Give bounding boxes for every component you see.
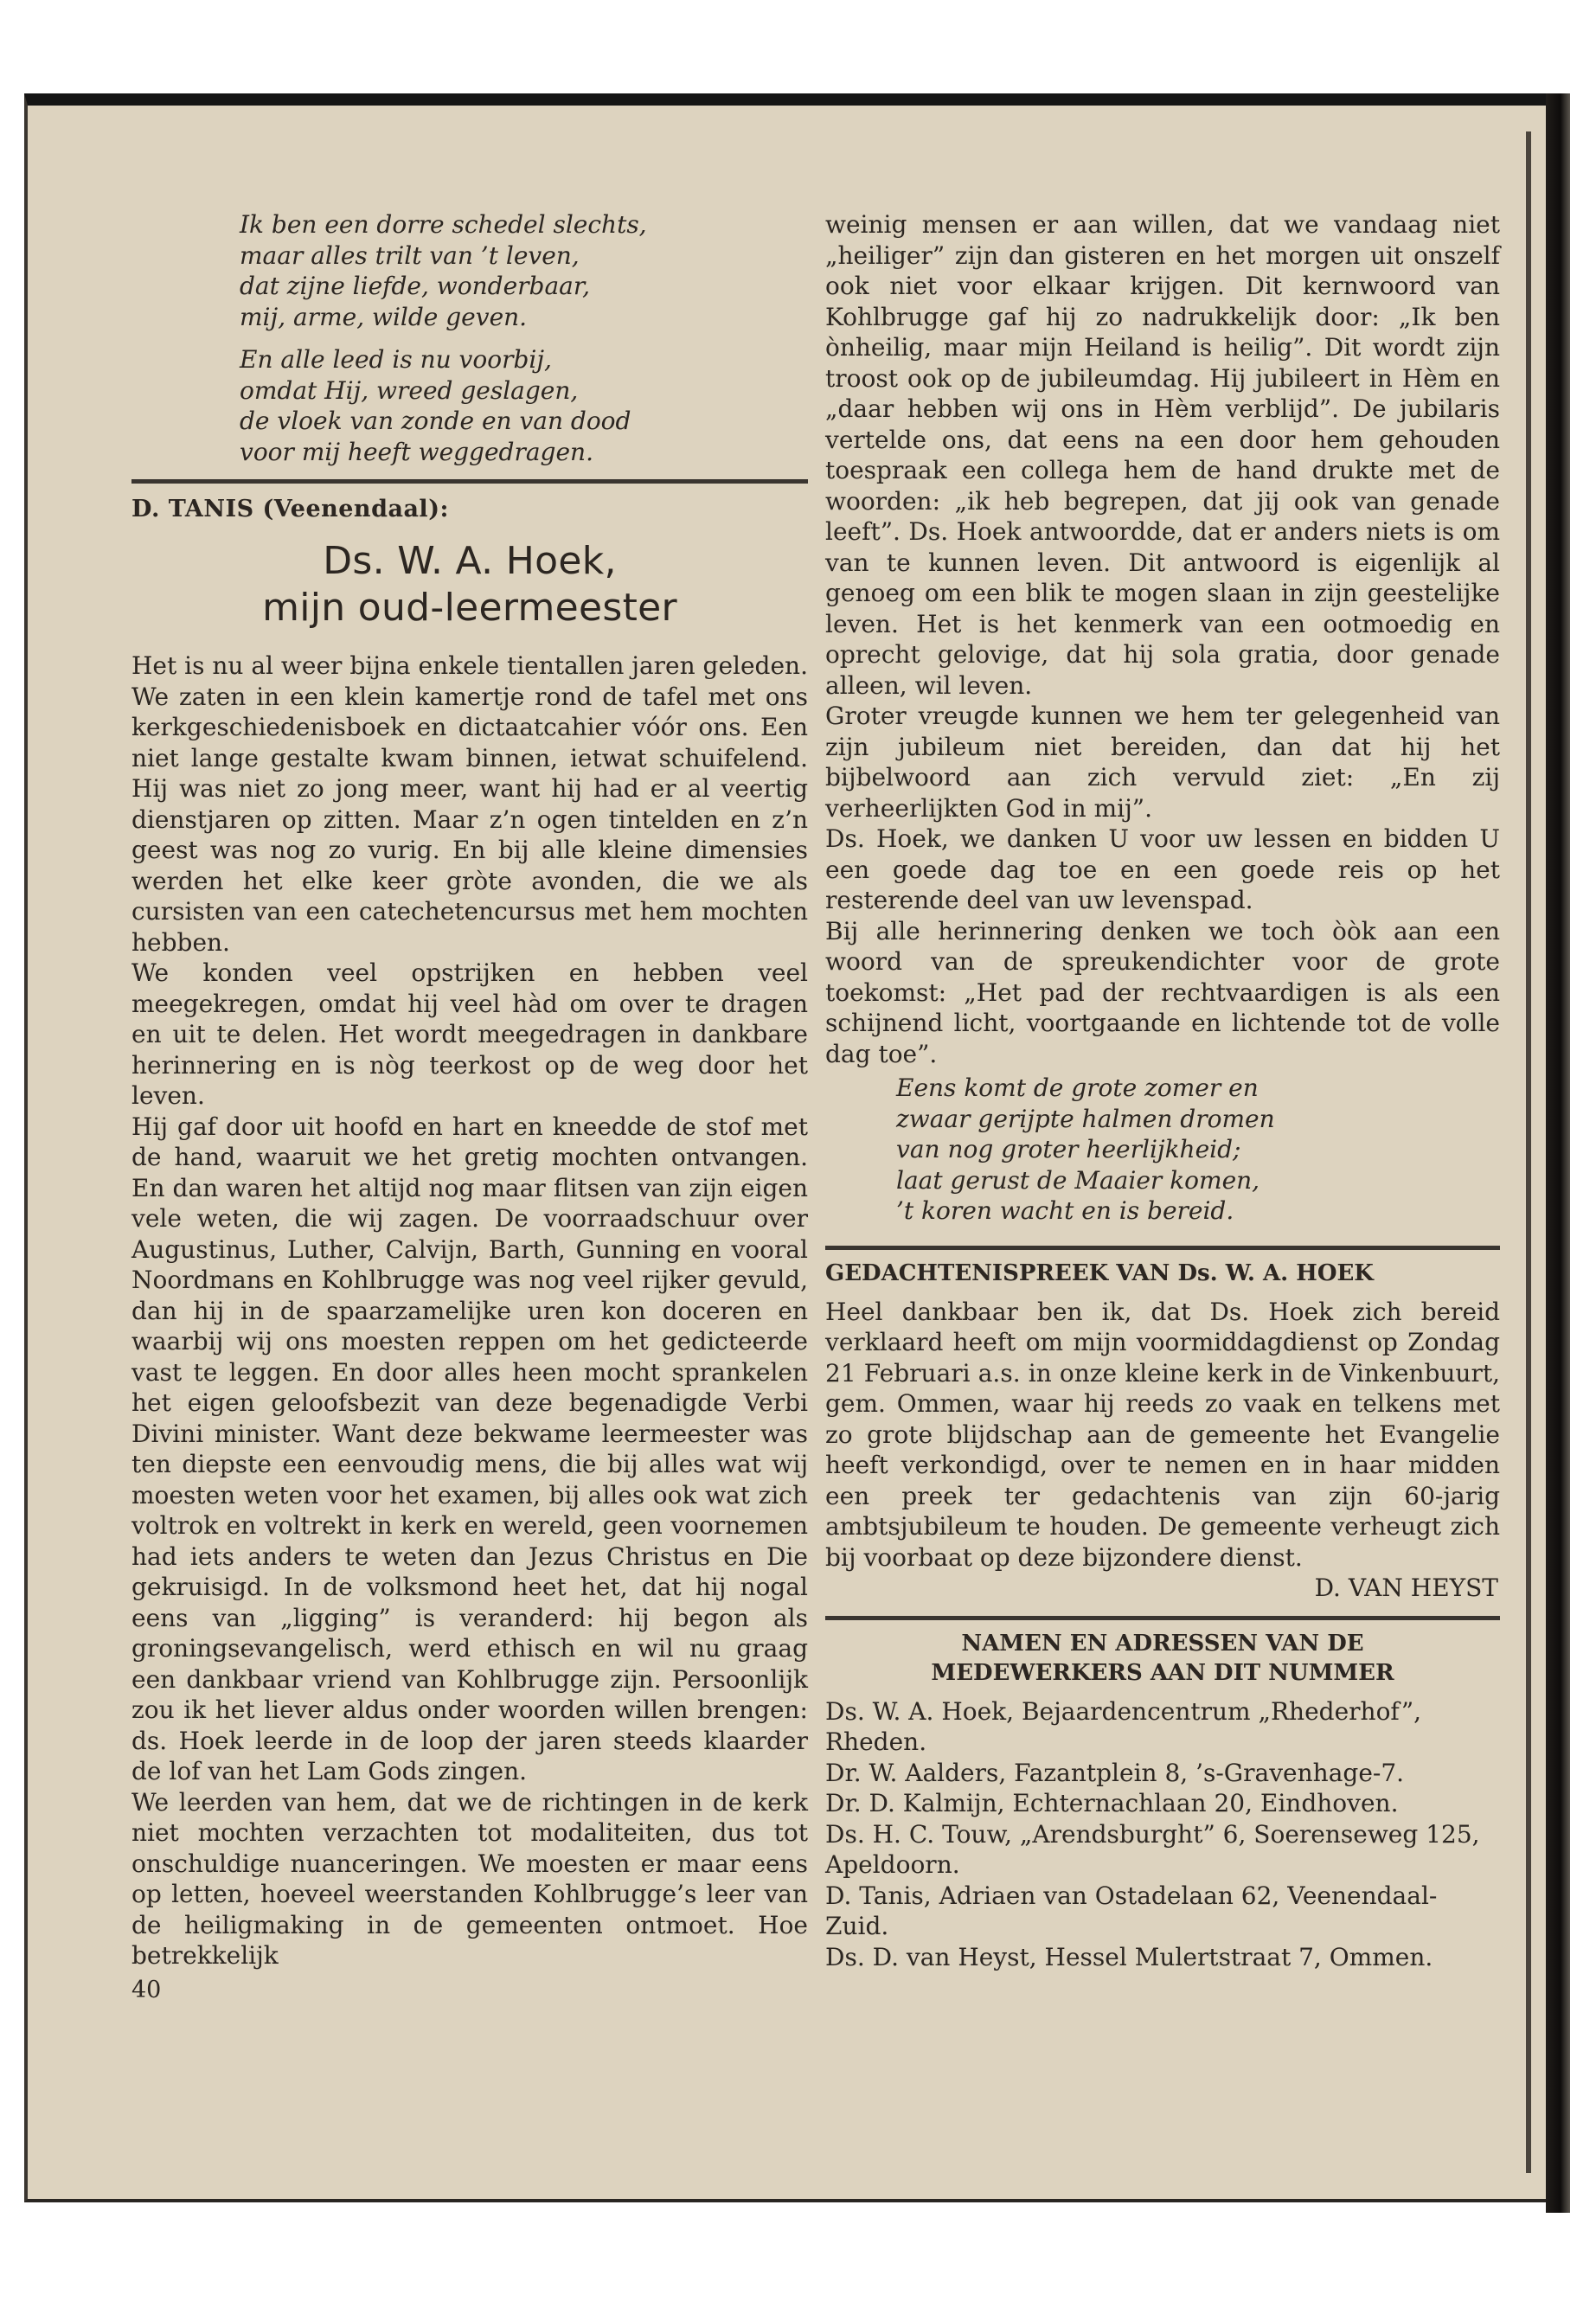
- contributor-list: [825, 1696, 1500, 1973]
- page-binding-edge: [1546, 93, 1570, 2213]
- poem-line: omdat Hij, wreed geslagen,: [240, 375, 579, 405]
- contributor-entry: Ds. H. C. Touw, „Arendsburght” 6, Soerenseweg 125, Apeldoorn.: [825, 1819, 1480, 1879]
- headline-line: Ds. W. A. Hoek,: [323, 539, 617, 583]
- article-body: [131, 651, 808, 1971]
- page-number: 40: [131, 1976, 162, 2003]
- article-paragraph: We leerden van hem, dat we de richtingen in de kerk niet mochten verzachten tot modaliteiten, dus tot onschuldige nuanceringen. We moesten er maar eens op letten, hoeveel weerstanden Kohlbrugge’s leer van de heiligmaking in de gemeenten ontmoet. Hoe betrekkelijk: [131, 1787, 808, 1970]
- closing-poem: [825, 1073, 1500, 1227]
- poem-stanza: [240, 344, 808, 467]
- article-headline: [131, 538, 808, 631]
- article-paragraph: Ds. Hoek, we danken U voor uw lessen en bidden U een goede dag toe en een goede reis op het resterende deel van uw levenspad.: [825, 824, 1500, 914]
- poem-line: van nog groter heerlijkheid;: [896, 1135, 1241, 1163]
- contributor-entry: Dr. D. Kalmijn, Echternachlaan 20, Eindhoven.: [825, 1789, 1399, 1817]
- contributor-entry: Dr. W. Aalders, Fazantplein 8, ’s-Gravenhage-7.: [825, 1758, 1405, 1787]
- article-paragraph: Het is nu al weer bijna enkele tientallen jaren geleden. We zaten in een klein kamertje rond de tafel met ons kerkgeschiedenisboek en dictaatcahier vóór ons. Een niet lange gestalte kwam binnen, ietwat schuifelend. Hij was niet zo jong meer, want hij had er al veertig dienstjaren op zitten. Maar z’n ogen tintelden en z’n geest was nog zo vurig. En bij alle kleine dimensies werden het elke keer gròte avonden, die we als cursisten van een catechetencursus met hem mochten hebben.: [131, 651, 808, 957]
- title-line: MEDEWERKERS AAN DIT NUMMER: [931, 1659, 1394, 1686]
- sermon-signature: D. VAN HEYST: [1314, 1574, 1498, 1602]
- contributor-entry: D. Tanis, Adriaen van Ostadelaan 62, Veenendaal-Zuid.: [825, 1881, 1438, 1940]
- contributor-entry: Ds. D. van Heyst, Hessel Mulertstraat 7, Ommen.: [825, 1942, 1433, 1971]
- sermon-section-title: GEDACHTENISPREEK VAN Ds. W. A. HOEK: [825, 1259, 1374, 1286]
- divider: [131, 479, 808, 484]
- sermon-paragraph: Heel dankbaar ben ik, dat Ds. Hoek zich bereid verklaard heeft om mijn voormiddagdienst op Zondag 21 Februari a.s. in onze kleine kerk in de Vinkenbuurt, gem. Ommen, waar hij reeds zo vaak en telkens met zo grote blijdschap aan de gemeente het Evangelie heeft verkondigd, over te nemen en in haar midden een preek ter gedachtenis van zijn 60-jarig ambtsjubileum te houden. De gemeente verheugt zich bij voorbaat op deze bijzondere dienst.: [825, 1297, 1500, 1572]
- poem-line: Eens komt de grote zomer en: [896, 1074, 1259, 1102]
- title-line: NAMEN EN ADRESSEN VAN DE: [961, 1630, 1364, 1657]
- poem-line: dat zijne liefde, wonderbaar,: [240, 272, 591, 300]
- contributors-section-title: [825, 1629, 1500, 1688]
- poem-line: voor mij heeft weggedragen.: [240, 437, 593, 466]
- headline-line: mijn oud-leermeester: [262, 586, 677, 630]
- page-edge-line: [1526, 131, 1531, 2173]
- poem-line: mij, arme, wilde geven.: [240, 302, 528, 331]
- right-column: [825, 209, 1500, 1972]
- opening-poem: [131, 209, 808, 467]
- article-paragraph: Bij alle herinnering denken we toch òòk aan een woord van de spreukendichter voor de grote toekomst: „Het pad der rechtvaardigen is als een schijnend licht, voortgaande en lichtende tot de volle dag toe”.: [825, 916, 1500, 1068]
- left-column: [131, 209, 808, 2003]
- magazine-page: [24, 93, 1567, 2202]
- contributor-entry: Ds. W. A. Hoek, Bejaardencentrum „Rhederhof”, Rheden.: [825, 1696, 1422, 1756]
- divider: [825, 1616, 1500, 1620]
- article-continuation: [825, 209, 1500, 1069]
- poem-line: Ik ben een dorre schedel slechts,: [240, 210, 647, 239]
- poem-line: de vloek van zonde en van dood: [240, 407, 631, 435]
- divider: [825, 1246, 1500, 1250]
- article-paragraph: Groter vreugde kunnen we hem ter gelegenheid van zijn jubileum niet bereiden, dan dat hij het bijbelwoord aan zich vervuld ziet: „En zij verheerlijkten God in mij”.: [825, 702, 1500, 823]
- author-byline: D. TANIS (Veenendaal):: [131, 496, 449, 522]
- poem-line: laat gerust de Maaier komen,: [896, 1165, 1260, 1195]
- poem-line: ’t koren wacht en is bereid.: [896, 1196, 1234, 1225]
- poem-stanza: [240, 209, 808, 332]
- poem-line: maar alles trilt van ’t leven,: [240, 240, 580, 270]
- article-paragraph: weinig mensen er aan willen, dat we vandaag niet „heiliger” zijn dan gisteren en het morgen uit onszelf ook niet voor elkaar krijgen. Dit kernwoord van Kohlbrugge gaf hij zo nadrukkelijk door: „Ik ben ònheilig, maar mijn Heiland is heilig”. Dit wordt zijn troost ook op de jubileumdag. Hij jubileert in Hèm en „daar hebben wij ons in Hèm verblijd”. De jubilaris vertelde ons, dat eens na een door hem gehouden toespraak een collega hem de hand drukte met de woorden: „ik heb begrepen, dat jij ook van genade leeft”. Ds. Hoek antwoordde, dat er anders niets is om van te kunnen leven. Dit antwoord is eigenlijk al genoeg om een blik te mogen slaan in zijn geestelijke leven. Het is het kenmerk van een ootmoedig en oprecht gelovige, dat hij sola gratia, door genade alleen, wil leven.: [825, 210, 1500, 700]
- sermon-notice: [825, 1297, 1500, 1574]
- article-paragraph: We konden veel opstrijken en hebben veel meegekregen, omdat hij veel hàd om over te dragen en uit te delen. Het wordt meegedragen in dankbare herinnering en is nòg teerkost op de weg door het leven.: [131, 958, 808, 1110]
- article-paragraph: Hij gaf door uit hoofd en hart en kneedde de stof met de hand, waaruit we het gretig mochten ontvangen. En dan waren het altijd nog maar flitsen van zijn eigen vele weten, die wij zagen. De voorraadschuur over Augustinus, Luther, Calvijn, Barth, Gunning en vooral Noordmans en Kohlbrugge was nog veel rijker gevuld, dan hij in de spaarzamelijke uren kon doceren en waarbij wij ons moesten reppen om het gedicteerde vast te leggen. En door alles heen mocht sprankelen het eigen geloofsbezit van deze begenadigde Verbi Divini minister. Want deze bekwame leermeester was ten diepste een eenvoudig mens, die bij alles wat wij moesten weten voor het examen, bij alles ook wat zich voltrok en voltrekt in kerk en wereld, geen voornemen had iets anders te weten dan Jezus Christus en Die gekruisigd. In de volksmond heet het, dat hij nogal eens van „ligging” is veranderd: hij begon als groningsevangelisch, werd ethisch en wil nu graag een dankbaar vriend van Kohlbrugge zijn. Persoonlijk zou ik het liever aldus onder woorden willen brengen: ds. Hoek leerde in de loop der jaren steeds klaarder de lof van het Lam Gods zingen.: [131, 1112, 808, 1785]
- poem-line: zwaar gerijpte halmen dromen: [896, 1104, 1275, 1133]
- poem-line: En alle leed is nu voorbij,: [240, 345, 552, 374]
